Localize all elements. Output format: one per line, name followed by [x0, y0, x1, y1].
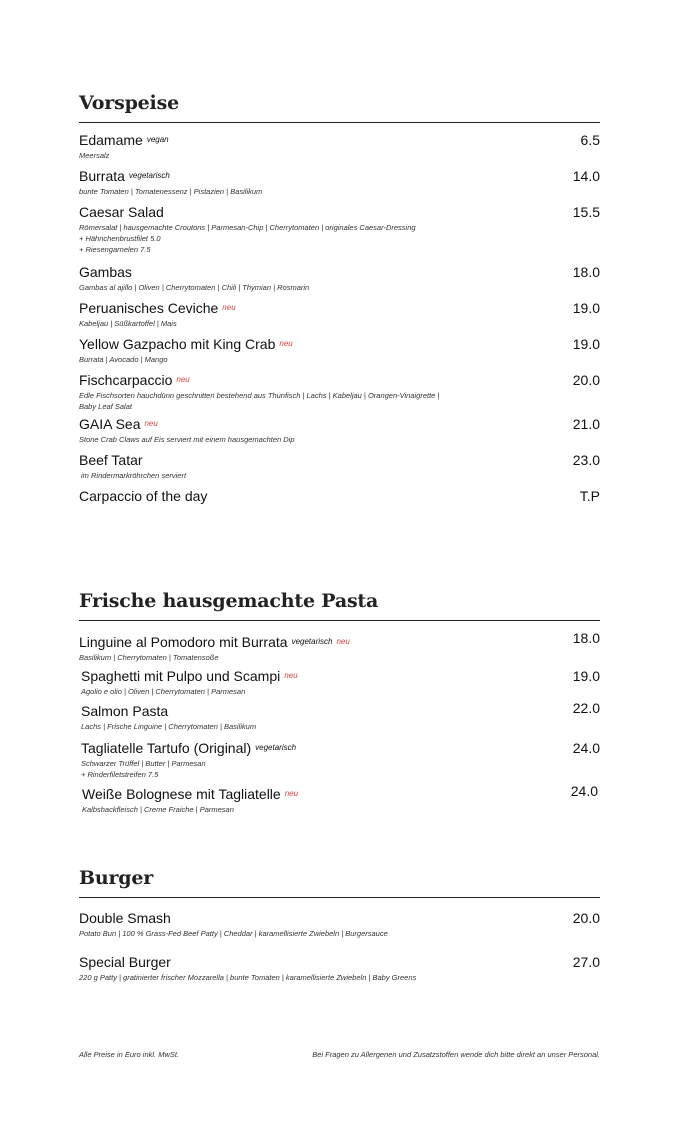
- item-name: Burrata: [79, 168, 125, 184]
- section-burger: [79, 867, 600, 990]
- item-desc: Gambas al ajillo | Oliven | Cherrytomaten | Chili | Thymian | Rosmarin: [79, 283, 310, 292]
- section-pasta: [79, 590, 600, 816]
- item-list: [79, 910, 600, 990]
- item-name: Carpaccio of the day: [79, 488, 208, 504]
- menu-item-tagliatelle-tartufo: [79, 740, 600, 786]
- item-price: T.P: [579, 488, 600, 504]
- menu-item-double-smash: [79, 910, 600, 954]
- menu-item-edamame: [79, 132, 600, 168]
- item-tag: vegetarisch: [128, 171, 170, 180]
- section-vorspeise: [79, 92, 600, 508]
- menu-item-weisse-bolognese: [79, 783, 600, 816]
- item-desc: Römersalat | hausgemachte Croutons | Parmesan-Chip | Cherrytomaten | originales Caesar-Dressing: [79, 223, 416, 232]
- menu-item-gazpacho: [79, 336, 600, 372]
- item-list: [79, 132, 600, 508]
- menu-item-spaghetti: [79, 668, 600, 703]
- item-name: Gambas: [79, 264, 132, 280]
- item-desc: Basilikum | Cherrytomaten | Tomatensoße: [79, 653, 219, 662]
- item-price: 6.5: [580, 132, 600, 148]
- menu-item-fischcarpaccio: [79, 372, 600, 416]
- item-price: 19.0: [572, 336, 600, 352]
- item-name: Beef Tatar: [79, 452, 143, 468]
- item-tag-neu: neu: [222, 303, 236, 312]
- section-title: Frische hausgemachte Pasta: [79, 590, 600, 621]
- item-desc: Meersalz: [79, 151, 110, 160]
- item-tag-neu: neu: [279, 339, 293, 348]
- footer-allergen-note: Bei Fragen zu Allergenen und Zusatzstoffen wende dich bitte direkt an unser Personal.: [312, 1050, 600, 1059]
- section-title: Vorspeise: [79, 92, 600, 123]
- item-desc: Schwarzer Trüffel | Butter | Parmesan: [81, 759, 206, 768]
- item-name: Spaghetti mit Pulpo und Scampi: [81, 668, 281, 684]
- item-price: 18.0: [572, 630, 600, 646]
- item-desc: bunte Tomaten | Tomatenessenz | Pistazien | Basilikum: [79, 187, 263, 196]
- item-price: 21.0: [572, 416, 600, 432]
- item-desc: Potato Bun | 100 % Grass-Fed Beef Patty | Cheddar | karamellisierte Zwiebeln | Burgersauce: [79, 929, 388, 938]
- item-desc: Burrata | Avocado | Mango: [79, 355, 168, 364]
- menu-item-salmon-pasta: [79, 700, 600, 740]
- item-tag-neu: neu: [284, 789, 299, 798]
- item-tag: vegetarisch: [255, 743, 297, 752]
- item-price: 22.0: [572, 700, 600, 716]
- item-price: 24.0: [570, 783, 598, 799]
- item-name: Edamame: [79, 132, 143, 148]
- item-name: Special Burger: [79, 954, 171, 970]
- item-name: Double Smash: [79, 910, 171, 926]
- item-name: Yellow Gazpacho mit King Crab: [79, 336, 276, 352]
- item-desc: im Rindermarkröhrchen serviert: [81, 471, 187, 480]
- item-name: Tagliatelle Tartufo (Original): [81, 740, 252, 756]
- menu-item-burrata: [79, 168, 600, 204]
- item-desc: Lachs | Frische Linguine | Cherrytomaten | Basilikum: [81, 722, 257, 731]
- menu-item-carpaccio-of-the-day: [79, 488, 600, 508]
- item-name: Linguine al Pomodoro mit Burrata: [79, 634, 288, 650]
- item-price: 24.0: [572, 740, 600, 756]
- item-addon: + Riesengarnelen 7.5: [79, 245, 151, 254]
- item-desc: Stone Crab Claws auf Eis serviert mit einem hausgemachten Dip: [79, 435, 295, 444]
- item-price: 15.5: [572, 204, 600, 220]
- item-price: 19.0: [572, 668, 600, 684]
- menu-item-gaia-sea: [79, 416, 600, 452]
- item-list: [79, 630, 600, 816]
- item-tag-neu: neu: [176, 375, 190, 384]
- item-price: 20.0: [572, 910, 600, 926]
- item-name: Salmon Pasta: [81, 703, 169, 719]
- item-tag-neu: neu: [144, 419, 158, 428]
- item-price: 19.0: [572, 300, 600, 316]
- item-addon: + Hähnchenbrustfilet 5.0: [79, 234, 161, 243]
- item-name: Caesar Salad: [79, 204, 164, 220]
- item-name: GAIA Sea: [79, 416, 141, 432]
- menu-item-linguine: [79, 630, 600, 668]
- item-desc-cont: Baby Leaf Salat: [79, 402, 132, 411]
- item-desc: 220 g Patty | gratinierter frischer Mozzarella | bunte Tomaten | karamellisierte Zwiebeln | Baby Greens: [79, 973, 417, 982]
- item-name: Weiße Bolognese mit Tagliatelle: [82, 786, 281, 802]
- item-addon: + Rinderfiletstreifen 7.5: [81, 770, 159, 779]
- item-price: 18.0: [572, 264, 600, 280]
- item-tag: vegetarisch: [291, 637, 333, 646]
- item-desc: Agolio e olio | Oliven | Cherrytomaten | Parmesan: [81, 687, 246, 696]
- item-desc: Kalbshackfleisch | Creme Fraiche | Parmesan: [82, 805, 234, 814]
- item-desc: Edle Fischsorten hauchdünn geschnitten bestehend aus Thunfisch | Lachs | Kabeljau | Orangen-Vinaigrette |: [79, 391, 440, 400]
- menu-item-ceviche: [79, 300, 600, 336]
- item-tag-neu: neu: [284, 671, 298, 680]
- item-price: 23.0: [572, 452, 600, 468]
- menu-item-special-burger: [79, 954, 600, 990]
- item-tag: vegan: [146, 135, 169, 144]
- item-tag-neu: neu: [336, 637, 350, 646]
- item-price: 14.0: [572, 168, 600, 184]
- item-name: Peruanisches Ceviche: [79, 300, 219, 316]
- item-price: 27.0: [572, 954, 600, 970]
- menu-item-caesar-salad: [79, 204, 600, 264]
- item-desc: Kabeljau | Süßkartoffel | Mais: [79, 319, 177, 328]
- menu-item-beef-tatar: [79, 452, 600, 488]
- item-price: 20.0: [572, 372, 600, 388]
- menu-item-gambas: [79, 264, 600, 300]
- footer-price-note: Alle Preise in Euro inkl. MwSt.: [79, 1050, 180, 1059]
- item-name: Fischcarpaccio: [79, 372, 173, 388]
- section-title: Burger: [79, 867, 600, 898]
